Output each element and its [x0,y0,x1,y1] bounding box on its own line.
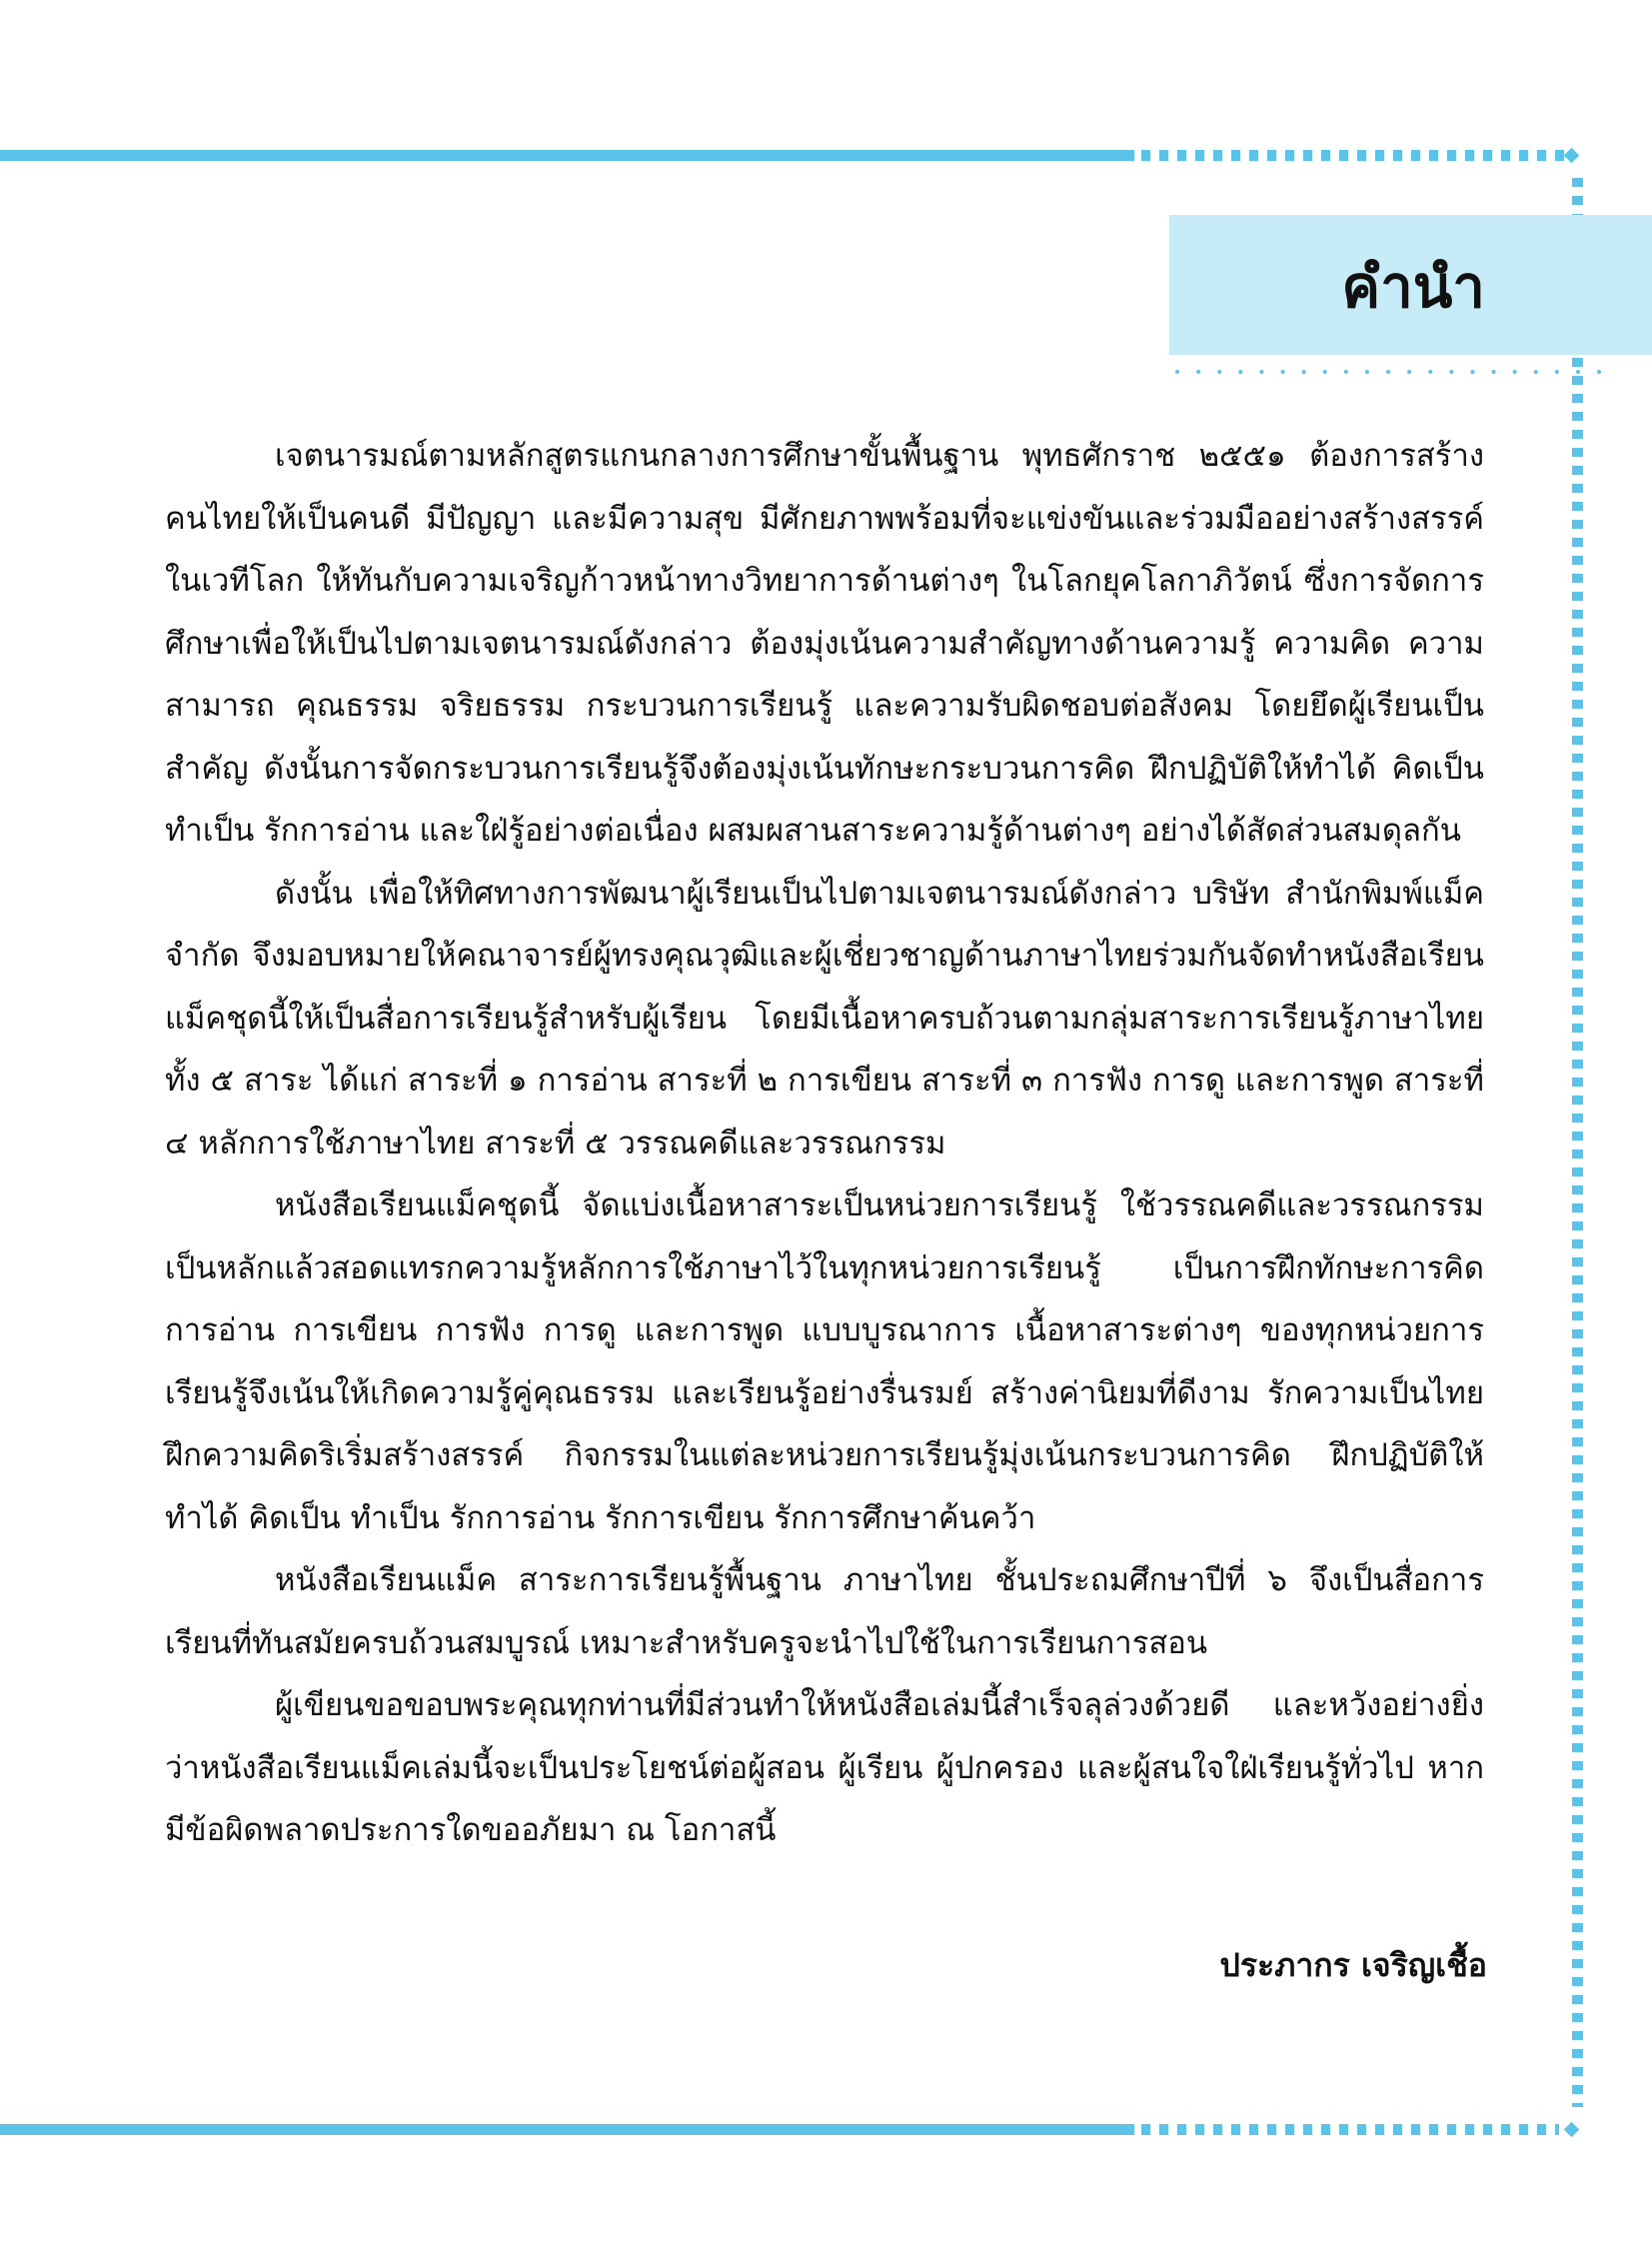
page-title: คำนำ [1341,253,1485,321]
paragraph: เจตนารมณ์ตามหลักสูตรแกนกลางการศึกษาขั้นพื้นฐาน พุทธศักราช ๒๕๕๑ ต้องการสร้างคนไทยให้เป็นคนดี มีปัญญา และมีความสุข มีศักยภาพพร้อมที่จะแข่งขันและร่วมมืออย่างสร้างสรรค์ในเวทีโลก ให้ทันกับความเจริญก้าวหน้าทางวิทยาการด้านต่างๆ ในโลกยุคโลกาภิวัตน์ ซึ่งการจัดการศึกษาเพื่อให้เป็นไปตามเจตนารมณ์ดังกล่าว ต้องมุ่งเน้นความสำคัญทางด้านความรู้ ความคิด ความสามารถ คุณธรรม จริยธรรม กระบวนการเรียนรู้ และความรับผิดชอบต่อสังคม โดยยึดผู้เรียนเป็นสำคัญ ดังนั้นการจัดกระบวนการเรียนรู้จึงต้องมุ่งเน้นทักษะกระบวนการคิด ฝึกปฏิบัติให้ทำได้ คิดเป็น ทำเป็น รักการอ่าน และใฝ่รู้อย่างต่อเนื่อง ผสมผสานสาระความรู้ด้านต่างๆ อย่างได้สัดส่วนสมดุลกัน [165,438,1484,849]
top-corner-dot [1564,148,1580,164]
paragraph: ดังนั้น เพื่อให้ทิศทางการพัฒนาผู้เรียนเป็นไปตามเจตนารมณ์ดังกล่าว บริษัท สำนักพิมพ์แม็ค จำกัด จึงมอบหมายให้คณาจารย์ผู้ทรงคุณวุฒิและผู้เชี่ยวชาญด้านภาษาไทยร่วมกันจัดทำหนังสือเรียนแม็คชุดนี้ให้เป็นสื่อการเรียนรู้สำหรับผู้เรียน โดยมีเนื้อหาครบถ้วนตามกลุ่มสาระการเรียนรู้ภาษาไทยทั้ง ๕ สาระ ได้แก่ สาระที่ ๑ การอ่าน สาระที่ ๒ การเขียน สาระที่ ๓ การฟัง การดู และการพูด สาระที่ ๔ หลักการใช้ภาษาไทย สาระที่ ๕ วรรณคดีและวรรณกรรม [165,875,1484,1161]
bottom-solid-line [0,2124,1134,2135]
author-signature: ประภากร เจริญเชื้อ [1219,1946,1487,1984]
paragraph: ผู้เขียนขอขอบพระคุณทุกท่านที่มีส่วนทำให้หนังสือเล่มนี้สำเร็จลุล่วงด้วยดี และหวังอย่างยิ่งว่าหนังสือเรียนแม็คเล่มนี้จะเป็นประโยชน์ต่อผู้สอน ผู้เรียน ผู้ปกครอง และผู้สนใจใฝ่เรียนรู้ทั่วไป หากมีข้อผิดพลาดประการใดขออภัยมา ณ โอกาสนี้ [165,1687,1484,1848]
paragraph: หนังสือเรียนแม็คชุดนี้ จัดแบ่งเนื้อหาสาระเป็นหน่วยการเรียนรู้ ใช้วรรณคดีและวรรณกรรมเป็นหลักแล้วสอดแทรกความรู้หลักการใช้ภาษาไว้ในทุกหน่วยการเรียนรู้ เป็นการฝึกทักษะการคิด การอ่าน การเขียน การฟัง การดู และการพูด แบบบูรณาการ เนื้อหาสาระต่างๆ ของทุกหน่วยการเรียนรู้จึงเน้นให้เกิดความรู้คู่คุณธรรม และเรียนรู้อย่างรื่นรมย์ สร้างค่านิยมที่ดีงาม รักความเป็นไทย ฝึกความคิดริเริ่มสร้างสรรค์ กิจกรรมในแต่ละหน่วยการเรียนรู้มุ่งเน้นกระบวนการคิด ฝึกปฏิบัติให้ทำได้ คิดเป็น ทำเป็น รักการอ่าน รักการเขียน รักการศึกษาค้นคว้า [165,1187,1484,1536]
preface-body [165,425,1484,1862]
bottom-corner-dot [1564,2122,1580,2138]
paragraph: หนังสือเรียนแม็ค สาระการเรียนรู้พื้นฐาน ภาษาไทย ชั้นประถมศึกษาปีที่ ๖ จึงเป็นสื่อการเรียนที่ทันสมัยครบถ้วนสมบูรณ์ เหมาะสำหรับครูจะนำไปใช้ในการเรียนการสอน [165,1562,1484,1661]
top-solid-line [0,150,1134,161]
